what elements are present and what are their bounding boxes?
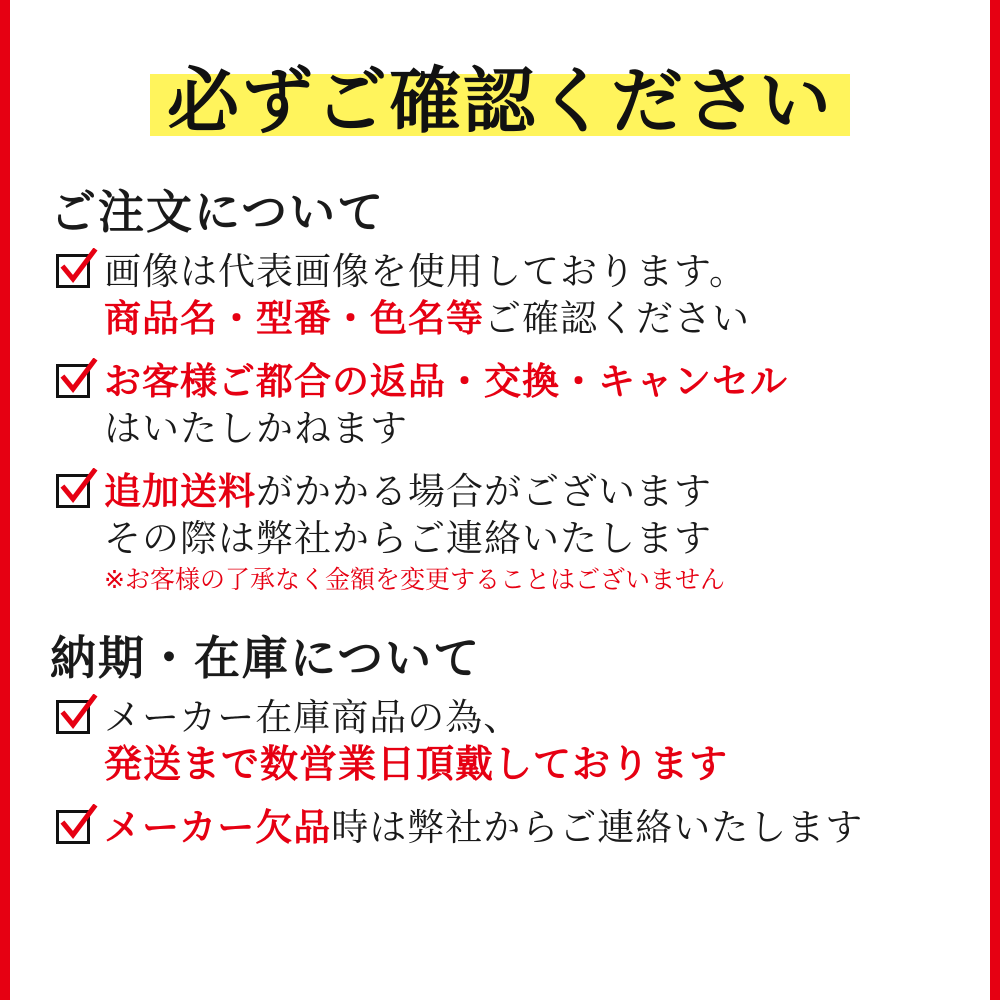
page-title: 必ずご確認ください xyxy=(166,59,833,143)
text-emphasis: 追加送料 xyxy=(104,470,256,513)
list-item-text xyxy=(104,248,960,342)
text-line: 発送まで数営業日頂戴しております xyxy=(104,742,729,786)
list-item xyxy=(56,694,960,788)
checkbox-checked-icon xyxy=(56,474,96,514)
text-emphasis: メーカー欠品 xyxy=(104,806,332,849)
text-line: メーカー在庫商品の為、 xyxy=(104,696,522,739)
notice-content xyxy=(10,0,990,1000)
text-normal: がかかる場合がございます xyxy=(256,470,712,513)
list-item xyxy=(56,248,960,342)
text-line: その際は弊社からご連絡いたします xyxy=(104,517,712,560)
list-item-text xyxy=(104,468,960,598)
section-heading-delivery: 納期・在庫について xyxy=(50,631,482,685)
page-title-block xyxy=(40,46,960,166)
list-item xyxy=(56,804,960,851)
list-item xyxy=(56,468,960,598)
text-line: お客様ご都合の返品・交換・キャンセル xyxy=(104,360,788,403)
text-line: はいたしかねます xyxy=(104,407,408,450)
list-item xyxy=(56,358,960,452)
text-line xyxy=(104,468,960,515)
section-heading-order: ご注文について xyxy=(50,185,386,239)
checkbox-checked-icon xyxy=(56,700,96,740)
text-emphasis: 商品名・型番・色名等 xyxy=(104,297,484,340)
list-item-text xyxy=(104,694,960,788)
text-normal: 時は弊社からご連絡いたします xyxy=(331,806,864,849)
text-note: ※お客様の了承なく金額を変更することはございません xyxy=(104,565,725,594)
checkbox-checked-icon xyxy=(56,364,96,404)
list-item-text xyxy=(104,804,960,851)
list-item-text xyxy=(104,358,960,452)
text-line xyxy=(104,295,960,342)
text-line: 画像は代表画像を使用しております。 xyxy=(104,250,748,293)
checkbox-checked-icon xyxy=(56,810,96,850)
text-normal: ご確認ください xyxy=(484,297,750,340)
checkbox-checked-icon xyxy=(56,254,96,294)
text-line xyxy=(104,804,960,851)
